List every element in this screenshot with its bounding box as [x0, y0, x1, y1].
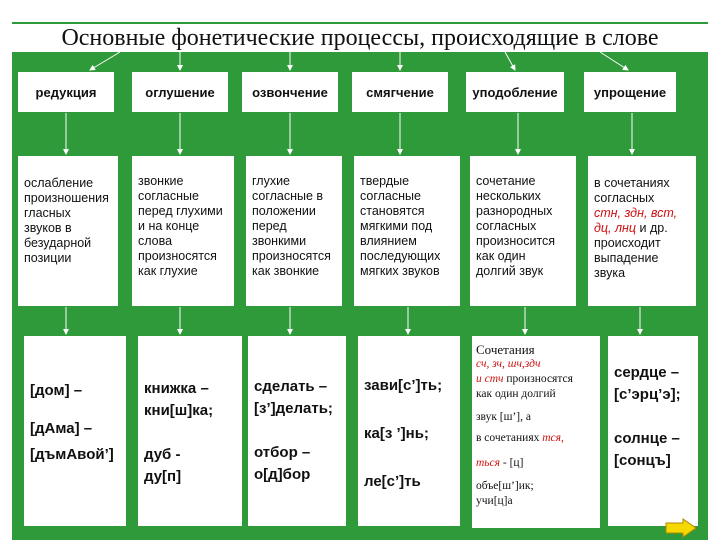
header-voicing: озвончение — [242, 72, 338, 112]
examples-devoicing: книжка – кни[ш]ка; дуб - ду[п] — [138, 336, 242, 526]
header-softening: смягчение — [352, 72, 448, 112]
next-arrow-icon[interactable] — [665, 518, 697, 538]
header-simplification: упрощение — [584, 72, 676, 112]
header-reduction: редукция — [18, 72, 114, 112]
examples-assimilation: Сочетания сч, зч, шч,здч и стч произносятся как один долгий звук [ш’], а в сочетаниях тся, ться - [ц] объе[ш’]ик; учи[ц]а — [472, 336, 600, 528]
desc-simplification: в сочетаниях согласных стн, здн, вст, дц, лнц и др. происходит выпадение звука — [588, 156, 696, 306]
desc-reduction: ослабление произношения гласных звуков в безударной позиции — [18, 156, 118, 306]
desc-assimilation: сочетание нескольких разнородных согласных произносится как один долгий звук — [470, 156, 576, 306]
slide-title: Основные фонетические процессы, происходящие в слове — [0, 24, 720, 52]
examples-voicing: сделать – [з’]делать; отбор – о[д]бор — [248, 336, 346, 526]
examples-simplification: сердце – [с’эрц’э]; солнце – [сонцъ] — [608, 336, 698, 526]
header-assimilation: уподобление — [466, 72, 564, 112]
desc-voicing: глухие согласные в положении перед звонкими произносятся как звонкие — [246, 156, 342, 306]
examples-reduction: [дом] – [дАма] – [дъмАвой’] — [24, 336, 126, 526]
examples-softening: зави[с’]ть; ка[з ’]нь; ле[с’]ть — [358, 336, 460, 526]
header-devoicing: оглушение — [132, 72, 228, 112]
desc-softening: твердые согласные становятся мягкими под влиянием последующих мягких звуков — [354, 156, 460, 306]
desc-devoicing: звонкие согласные перед глухими и на конце слова произносятся как глухие — [132, 156, 234, 306]
